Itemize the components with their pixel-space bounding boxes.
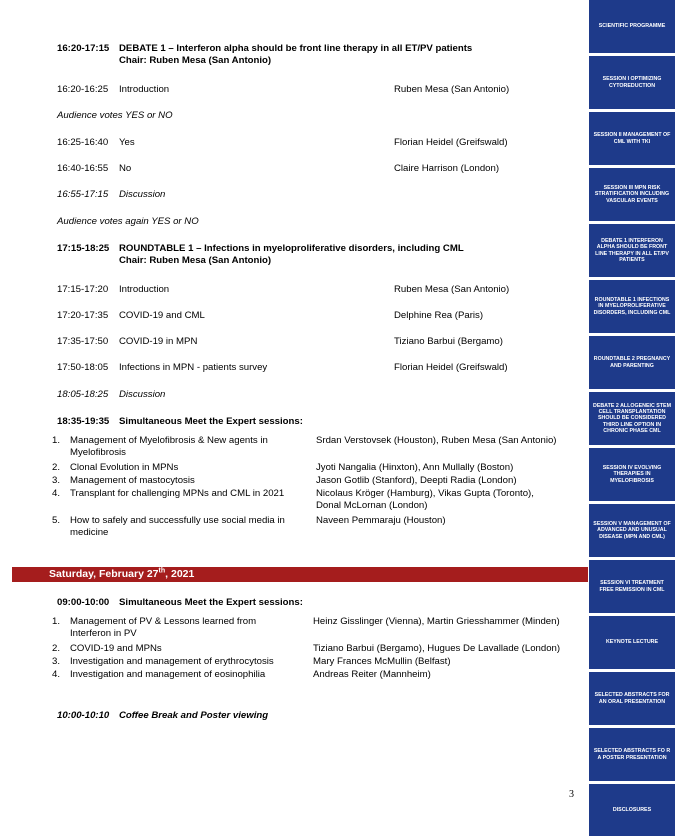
nav-debate-1[interactable]: DEBATE 1 INTERFERON ALPHA SHOULD BE FRONT LINE THERAPY IN ALL ET/PV PATIENTS — [589, 224, 675, 277]
me1-num-1: 1. — [52, 435, 61, 446]
roundtable1-intro-speaker: Ruben Mesa (San Antonio) — [394, 284, 510, 295]
roundtable1-intro-time: 17:15-17:20 — [57, 284, 109, 295]
me1-num-5: 5. — [52, 515, 61, 526]
debate1-no-title: No — [119, 163, 132, 174]
meet-expert-1-title: Simultaneous Meet the Expert sessions: — [119, 416, 303, 427]
me2-topic-1: Management of PV & Lessons learned from — [70, 616, 257, 627]
nav-session-1[interactable]: SESSION I OPTIMIZING CYTOREDUCTION — [589, 56, 675, 109]
me1-num-2: 2. — [52, 462, 61, 473]
debate1-intro-time: 16:20-16:25 — [57, 84, 109, 95]
me1-topic-5: How to safely and successfully use social media in — [70, 515, 285, 526]
me2-num-4: 4. — [52, 669, 61, 680]
nav-roundtable-1[interactable]: ROUNDTABLE 1 INFECTIONS IN MYELOPROLIFERATIVE DISORDERS, INCLUDING CML — [589, 280, 675, 333]
roundtable1-time: 17:15-18:25 — [57, 243, 110, 254]
page-number: 3 — [569, 789, 574, 800]
me2-num-1: 1. — [52, 616, 61, 627]
debate1-yes-speaker: Florian Heidel (Greifswald) — [394, 137, 508, 148]
me2-experts-1: Heinz Gisslinger (Vienna), Martin Griesshammer (Minden) — [313, 616, 560, 627]
me1-topic-4: Transplant for challenging MPNs and CML in 2021 — [70, 488, 285, 499]
nav-session-6[interactable]: SESSION VI TREATMENT FREE REMISSION IN CML — [589, 560, 675, 613]
debate1-discussion-time: 16:55-17:15 — [57, 189, 109, 200]
me1-topic-3: Management of mastocytosis — [70, 475, 195, 486]
nav-keynote-lecture[interactable]: KEYNOTE LECTURE — [589, 616, 675, 669]
roundtable1-covid-cml-speaker: Delphine Rea (Paris) — [394, 310, 484, 321]
me1-experts-5: Naveen Pemmaraju (Houston) — [316, 515, 446, 526]
me1-num-3: 3. — [52, 475, 61, 486]
me2-topic-2: COVID-19 and MPNs — [70, 643, 162, 654]
nav-session-3[interactable]: SESSION III MPN RISK STRATIFICATION INCLUDING VASCULAR EVENTS — [589, 168, 675, 221]
me2-topic-1-cont: Interferon in PV — [70, 628, 137, 639]
audience-votes-note: Audience votes YES or NO — [57, 110, 173, 121]
me2-num-3: 3. — [52, 656, 61, 667]
debate1-time: 16:20-17:15 — [57, 43, 110, 54]
debate1-no-speaker: Claire Harrison (London) — [394, 163, 500, 174]
sidebar-nav — [589, 0, 675, 836]
me1-experts-2: Jyoti Nangalia (Hinxton), Ann Mullally (Boston) — [316, 462, 514, 473]
me2-experts-3: Mary Frances McMullin (Belfast) — [313, 656, 451, 667]
roundtable1-covid-mpn-time: 17:35-17:50 — [57, 336, 109, 347]
debate1-no-time: 16:40-16:55 — [57, 163, 109, 174]
me1-experts-4: Nicolaus Kröger (Hamburg), Vikas Gupta (Toronto), — [316, 488, 534, 499]
day-year: , 2021 — [165, 568, 195, 580]
nav-session-2[interactable]: SESSION II MANAGEMENT OF CML WITH TKI — [589, 112, 675, 165]
roundtable1-title: ROUNDTABLE 1 – Infections in myeloproliferative disorders, including CML — [119, 243, 464, 254]
roundtable1-covid-cml-time: 17:20-17:35 — [57, 310, 109, 321]
nav-scientific-programme[interactable]: SCIENTIFIC PROGRAMME — [589, 0, 675, 53]
nav-session-4[interactable]: SESSION IV EVOLVING THERAPIES IN MYELOFIBROSIS — [589, 448, 675, 501]
me1-num-4: 4. — [52, 488, 61, 499]
roundtable1-intro-title: Introduction — [119, 284, 170, 295]
roundtable1-covid-mpn-speaker: Tiziano Barbui (Bergamo) — [394, 336, 503, 347]
me2-experts-2: Tiziano Barbui (Bergamo), Hugues De Lavallade (London) — [313, 643, 561, 654]
nav-roundtable-2[interactable]: ROUNDTABLE 2 PREGNANCY AND PARENTING — [589, 336, 675, 389]
day-date: Saturday, February 27 — [49, 568, 159, 580]
roundtable1-survey-speaker: Florian Heidel (Greifswald) — [394, 362, 508, 373]
roundtable1-survey-time: 17:50-18:05 — [57, 362, 109, 373]
me2-topic-4: Investigation and management of eosinophilia — [70, 669, 266, 680]
me1-experts-4-cont: Donal McLornan (London) — [316, 500, 428, 511]
me1-topic-1-cont: Myelofibrosis — [70, 447, 126, 458]
debate1-discussion-title: Discussion — [119, 189, 166, 200]
roundtable1-survey-title: Infections in MPN - patients survey — [119, 362, 268, 373]
nav-session-5[interactable]: SESSION V MANAGEMENT OF ADVANCED AND UNUSUAL DISEASE (MPN AND CML) — [589, 504, 675, 557]
coffee-title: Coffee Break and Poster viewing — [119, 710, 269, 721]
nav-debate-2[interactable]: DEBATE 2 ALLOGENEIC STEM CELL TRANSPLANTATION SHOULD BE CONSIDERED THIRD LINE OPTION IN CHRONIC PHASE CML — [589, 392, 675, 445]
me1-topic-1: Management of Myelofibrosis & New agents in — [70, 435, 268, 446]
me2-num-2: 2. — [52, 643, 61, 654]
roundtable1-covid-mpn-title: COVID-19 in MPN — [119, 336, 198, 347]
roundtable1-discussion-time: 18:05-18:25 — [57, 389, 109, 400]
meet-expert-2-time: 09:00-10:00 — [57, 597, 110, 608]
debate1-title: DEBATE 1 – Interferon alpha should be front line therapy in all ET/PV patients — [119, 43, 473, 54]
debate1-chair: Chair: Ruben Mesa (San Antonio) — [119, 55, 272, 66]
audience-votes-again-note: Audience votes again YES or NO — [57, 216, 199, 227]
me1-topic-2: Clonal Evolution in MPNs — [70, 462, 179, 473]
roundtable1-discussion-title: Discussion — [119, 389, 166, 400]
roundtable1-covid-cml-title: COVID-19 and CML — [119, 310, 205, 321]
debate1-intro-speaker: Ruben Mesa (San Antonio) — [394, 84, 510, 95]
meet-expert-2-title: Simultaneous Meet the Expert sessions: — [119, 597, 303, 608]
me1-topic-5-cont: medicine — [70, 527, 109, 538]
day-suffix: th — [158, 567, 166, 575]
me2-experts-4: Andreas Reiter (Mannheim) — [313, 669, 431, 680]
nav-oral-abstracts[interactable]: SELECTED ABSTRACTS FOR AN ORAL PRESENTATION — [589, 672, 675, 725]
nav-poster-abstracts[interactable]: SELECTED ABSTRACTS FO R A POSTER PRESENTATION — [589, 728, 675, 781]
roundtable1-chair: Chair: Ruben Mesa (San Antonio) — [119, 255, 272, 266]
nav-disclosures[interactable]: DISCLOSURES — [589, 784, 675, 836]
day-header-bar — [12, 567, 588, 582]
meet-expert-1-time: 18:35-19:35 — [57, 416, 110, 427]
coffee-time: 10:00-10:10 — [57, 710, 110, 721]
me1-experts-3: Jason Gotlib (Stanford), Deepti Radia (London) — [316, 475, 517, 486]
debate1-yes-time: 16:25-16:40 — [57, 137, 109, 148]
debate1-intro-title: Introduction — [119, 84, 170, 95]
me2-topic-3: Investigation and management of erythrocytosis — [70, 656, 274, 667]
day-header-label — [49, 568, 194, 581]
me1-experts-1: Srdan Verstovsek (Houston), Ruben Mesa (San Antonio) — [316, 435, 557, 446]
debate1-yes-title: Yes — [119, 137, 135, 148]
